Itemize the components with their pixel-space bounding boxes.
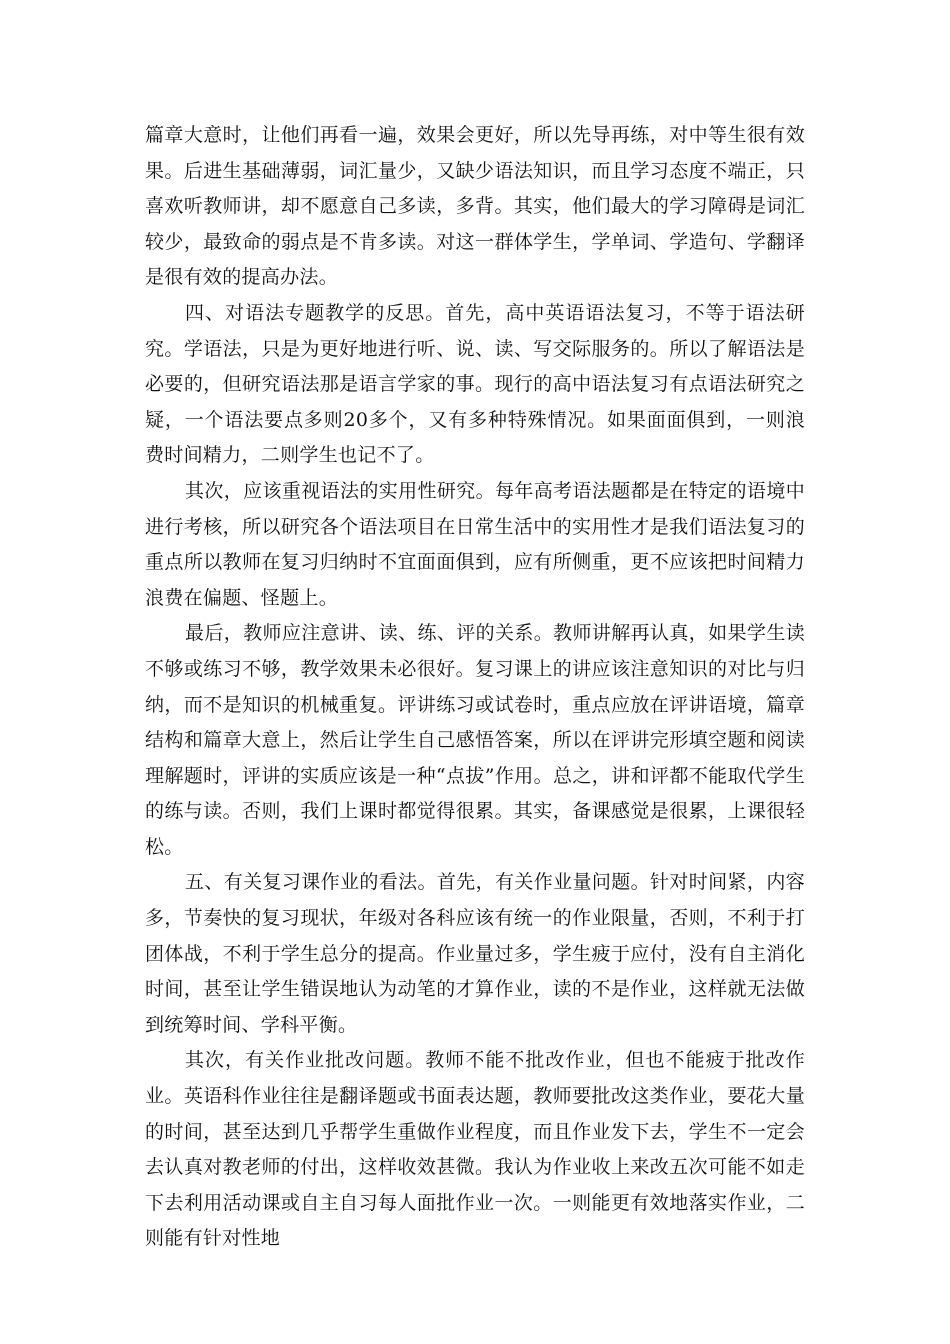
paragraph-teaching-relations: 最后，教师应注意讲、读、练、评的关系。教师讲解再认真，如果学生读不够或练习不够，教学效果未必很好。复习课上的讲应该注意知识的对比与归纳，而不是知识的机械重复。评讲练习或试卷时，重点应放在评讲语境，篇章结构和篇章大意上，然后让学生自己感悟答案，所以在评讲完形填空题和阅读理解题时，评讲的实质应该是一种“点拔”作用。总之，讲和评都不能取代学生的练与读。否则，我们上课时都觉得很累。其实，备课感觉是很累，上课很轻松。 (145, 622, 805, 858)
paragraph-grammar-reflection: 四、对语法专题教学的反思。首先，高中英语语法复习，不等于语法研究。学语法，只是为更好地进行听、说、读、写交际服务的。所以了解语法是必要的，但研究语法那是语言学家的事。现行的高中语法复习有点语法研究之疑，一个语法要点多则20多个，又有多种特殊情况。如果面面俱到，一则浪费时间精力，二则学生也记不了。 (145, 301, 805, 467)
document-page (145, 118, 805, 1257)
paragraph-1: 篇章大意时，让他们再看一遍，效果会更好，所以先导再练，对中等生很有效果。后进生基础薄弱，词汇量少，又缺少语法知识，而且学习态度不端正，只喜欢听教师讲，却不愿意自己多读，多背。其实，他们最大的学习障碍是词汇较少，最致命的弱点是不肯多读。对这一群体学生，学单词、学造句、学翻译是很有效的提高办法。 (145, 124, 805, 289)
paragraph-grammar-practicality: 其次，应该重视语法的实用性研究。每年高考语法题都是在特定的语境中进行考核，所以研究各个语法项目在日常生活中的实用性才是我们语法复习的重点所以教师在复习归纳时不宜面面俱到，应有所侧重，更不应该把时间精力浪费在偏题、怪题上。 (145, 479, 805, 609)
paragraph-homework-grading: 其次，有关作业批改问题。教师不能不批改作业，但也不能疲于批改作业。英语科作业往往是翻译题或书面表达题，教师要批改这类作业，要花大量的时间，甚至达到几乎帮学生重做作业程度，而且作业发下去，学生不一定会去认真对教老师的付出，这样收效甚微。我认为作业收上来改五次可能不如走下去利用活动课或自主自习每人面批作业一次。一则能更有效地落实作业，二则能有针对性地 (145, 1049, 805, 1250)
paragraph-homework-views: 五、有关复习课作业的看法。首先，有关作业量问题。针对时间紧，内容多，节奏快的复习现状，年级对各科应该有统一的作业限量，否则，不利于打团体战，不利于学生总分的提高。作业量过多，学生疲于应付，没有自主消化时间，甚至让学生错误地认为动笔的才算作业，读的不是作业，这样就无法做到统筹时间、学科平衡。 (145, 871, 805, 1036)
